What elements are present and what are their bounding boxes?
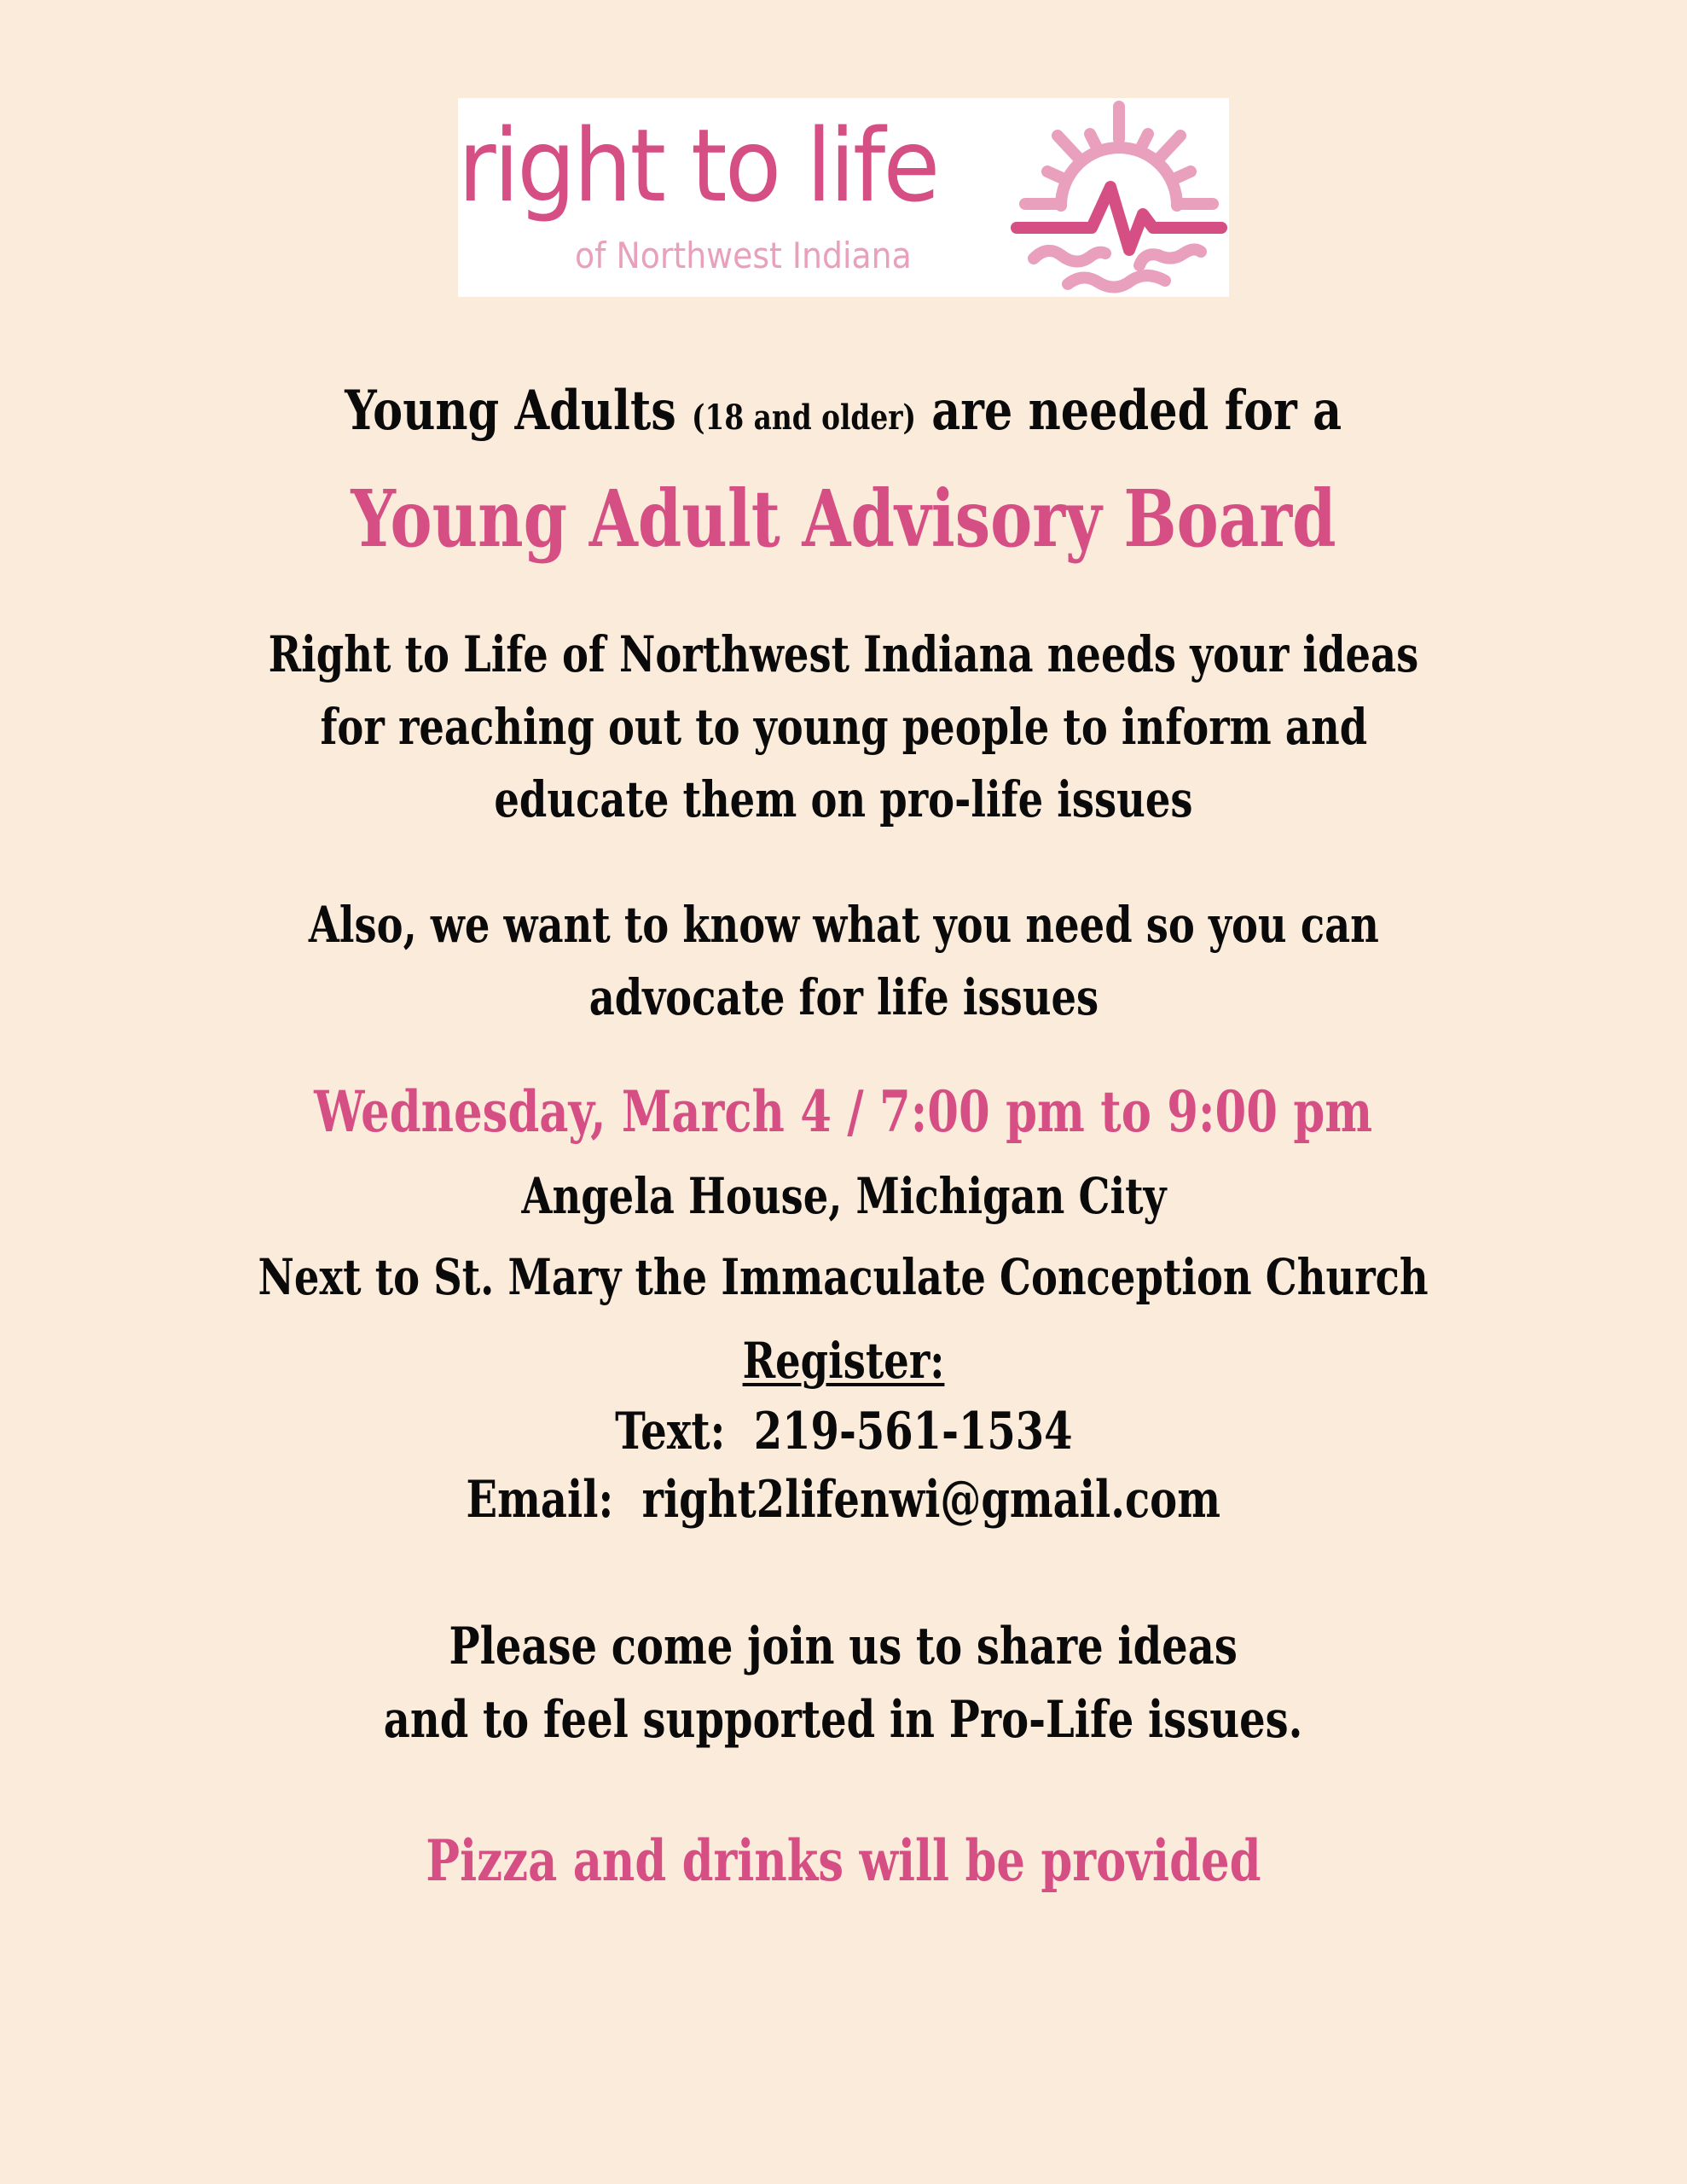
page-title — [0, 473, 1687, 565]
description-line — [0, 698, 1687, 756]
register-heading-text: Register: — [742, 1332, 945, 1390]
event-datetime-text: Wednesday, March 4 / 7:00 pm to 9:00 pm — [314, 1078, 1373, 1145]
register-email-line — [0, 1470, 1687, 1530]
event-location-note — [0, 1248, 1687, 1306]
page-title-text: Young Adult Advisory Board — [351, 473, 1336, 565]
sun-heartbeat-waves-icon — [998, 98, 1229, 297]
description-line — [0, 896, 1687, 954]
description-line — [0, 770, 1687, 828]
event-location — [0, 1167, 1687, 1225]
logo — [458, 98, 1229, 297]
food-note-text: Pizza and drinks will be provided — [426, 1827, 1261, 1894]
closing-line — [0, 1690, 1687, 1750]
intro-age-note: (18 and older) — [692, 398, 917, 438]
register-email-label: Email: — [466, 1470, 614, 1530]
event-location-note-text: Next to St. Mary the Immaculate Conception Church — [258, 1248, 1429, 1306]
description-line — [0, 625, 1687, 683]
description-line-text: for reaching out to young people to inform and — [320, 698, 1367, 756]
logo-sub-text: of Northwest Indiana — [575, 235, 912, 276]
register-phone[interactable]: 219-561-1534 — [753, 1402, 1073, 1461]
register-heading — [0, 1332, 1687, 1390]
description-line-text: Right to Life of Northwest Indiana needs your ideas — [268, 625, 1419, 683]
description-line-text: advocate for life issues — [588, 968, 1099, 1026]
description-line-text: Also, we want to know what you need so you can — [308, 896, 1379, 954]
intro-lead: Young Adults — [345, 379, 677, 443]
register-text-label: Text: — [614, 1402, 725, 1461]
logo-main-text: right to life — [458, 107, 938, 224]
event-location-text: Angela House, Michigan City — [521, 1167, 1166, 1225]
closing-line — [0, 1617, 1687, 1676]
description-line-text: educate them on pro-life issues — [494, 770, 1193, 828]
closing-line-text: and to feel supported in Pro-Life issues. — [384, 1690, 1303, 1750]
event-datetime — [0, 1078, 1687, 1145]
intro-tail: are needed for a — [931, 379, 1342, 443]
register-email[interactable]: right2lifenwi@gmail.com — [641, 1470, 1221, 1530]
closing-line-text: Please come join us to share ideas — [449, 1617, 1238, 1676]
intro-line — [0, 379, 1687, 443]
food-note — [0, 1827, 1687, 1894]
description-line — [0, 968, 1687, 1026]
register-text-line — [0, 1402, 1687, 1461]
